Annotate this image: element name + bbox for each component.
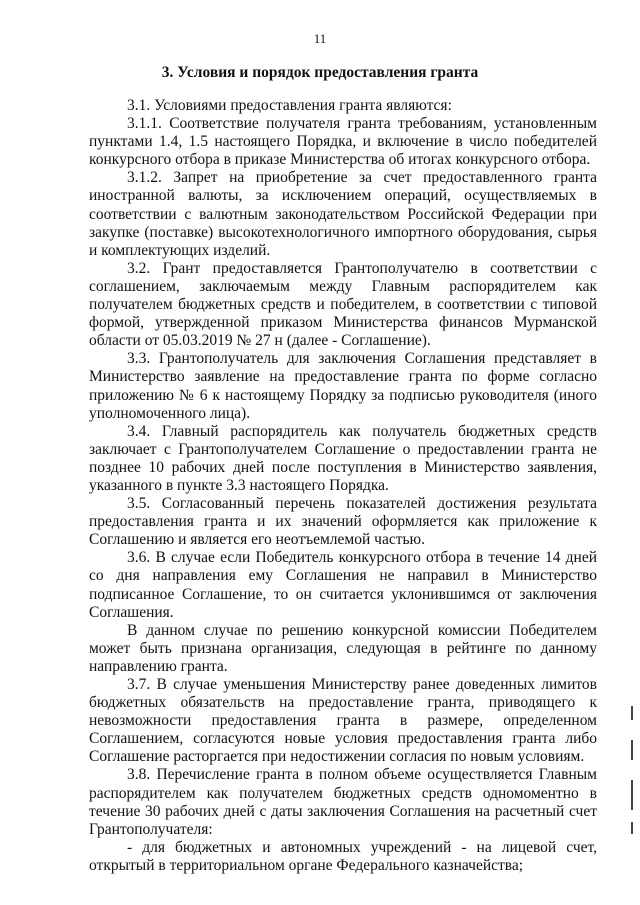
paragraph-3-4: 3.4. Главный распорядитель как получатель бюджетных средств заключает с Грантополучателем Соглашение о предоставлении гранта не позднее 10 рабочих дней после поступления в Министерство заявления, указанного в пункте 3.3 настоящего Порядка.: [89, 422, 597, 494]
paragraph-3-2: 3.2. Грант предоставляется Грантополучателю в соответствии с соглашением, заключаемым между Главным распорядителем как получателем бюджетных средств и победителем, в соответствии с типовой формой, утвержденной приказом Министерства финансов Мурманской области от 05.03.2019 № 27 н (далее - Соглашение).: [89, 259, 597, 350]
list-item-budget-institutions: - для бюджетных и автономных учреждений - на лицевой счет, открытый в территориальном органе Федерального казначейства;: [89, 838, 597, 874]
paragraph-3-5: 3.5. Согласованный перечень показателей достижения результата предоставления гранта и их значений оформляется как приложение к Соглашению и является его неотъемлемой частью.: [89, 495, 597, 549]
scan-edge-mark: [631, 822, 633, 834]
paragraph-3-6: 3.6. В случае если Победитель конкурсного отбора в течение 14 дней со дня направления ему Соглашения не направил в Министерство подписанное Соглашение, то он считается уклонившимся от заключения Соглашения.: [89, 549, 597, 621]
paragraph-3-8: 3.8. Перечисление гранта в полном объеме осуществляется Главным распорядителем как получателем бюджетных средств одномоментно в течение 30 рабочих дней с даты заключения Соглашения на расчетный счет Грантополучателя:: [89, 766, 597, 838]
scan-edge-mark: [631, 740, 633, 760]
paragraph-3-1-1: 3.1.1. Соответствие получателя гранта требованиям, установленным пунктами 1.4, 1.5 настоящего Порядка, и включение в число победителей конкурсного отбора в приказе Министерства об итогах конкурсного отбора.: [89, 115, 597, 169]
paragraph-3-1: 3.1. Условиями предоставления гранта являются:: [127, 97, 452, 114]
paragraph-3-1-2: 3.1.2. Запрет на приобретение за счет предоставленного гранта иностранной валюты, за исключением операций, осуществляемых в соответствии с валютным законодательством Российской Федерации при закупке (поставке) высокотехнологичного импортного оборудования, сырья и комплектующих изделий.: [89, 169, 597, 259]
document-body: [89, 97, 597, 875]
scan-edge-mark: [631, 780, 633, 810]
section-title: 3. Условия и порядок предоставления гранта: [161, 64, 479, 81]
paragraph-3-7: 3.7. В случае уменьшения Министерству ранее доведенных лимитов бюджетных обязательств на предоставление гранта, приводящего к невозможности предоставления гранта в размере, определенном Соглашением, согласуются новые условия предоставления гранта либо Соглашение расторгается при недостижении согласия по новым условиям.: [89, 676, 597, 766]
scan-edge-mark: [631, 706, 633, 720]
paragraph-3-3: 3.3. Грантополучатель для заключения Соглашения представляет в Министерство заявление на предоставление гранта по форме согласно приложению № 6 к настоящему Порядку за подписью руководителя (иного уполномоченного лица).: [89, 350, 597, 422]
page-number: 11: [313, 31, 327, 46]
paragraph-3-6-continuation: В данном случае по решению конкурсной комиссии Победителем может быть признана организация, следующая в рейтинге по данному направлению гранта.: [89, 621, 597, 675]
